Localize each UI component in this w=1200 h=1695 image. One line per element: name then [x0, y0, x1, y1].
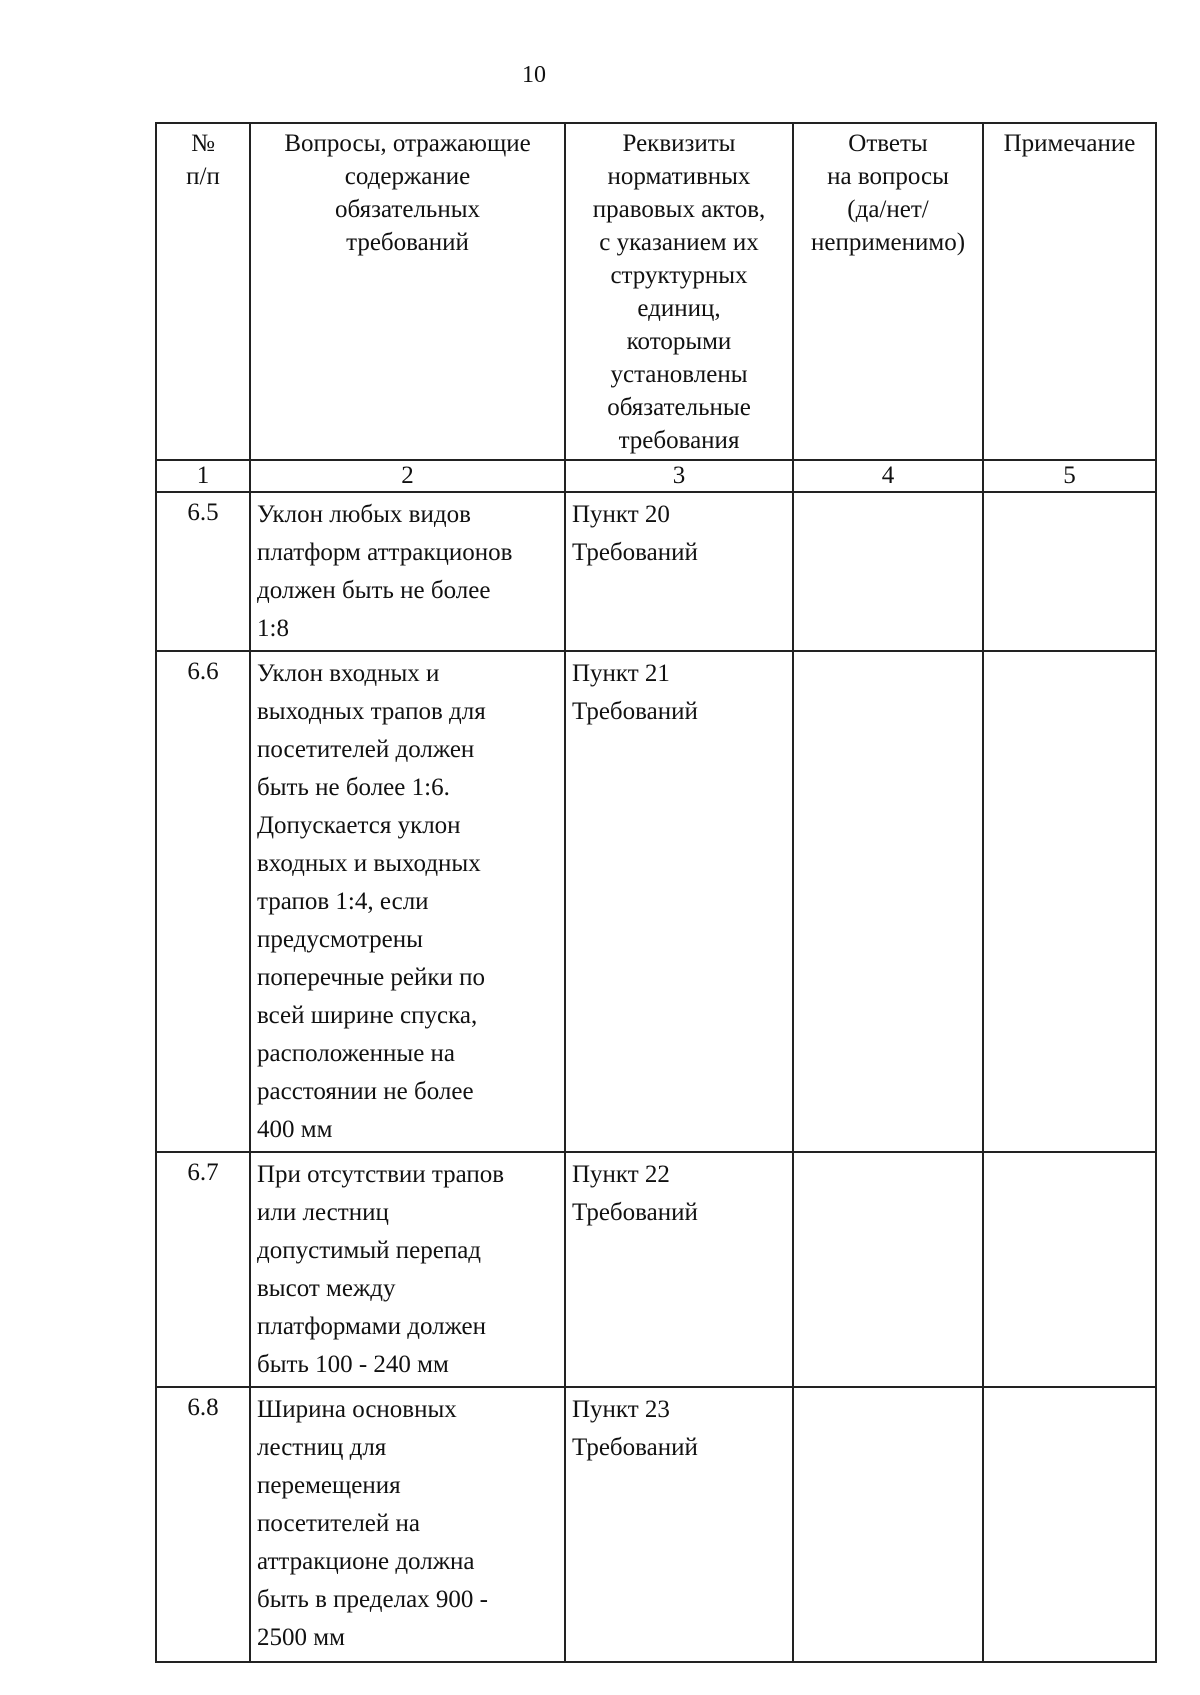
- column-number: 5: [983, 460, 1156, 492]
- row-number: 6.5: [156, 492, 250, 651]
- column-number: 1: [156, 460, 250, 492]
- row-reference: Пункт 20 Требований: [565, 492, 793, 651]
- row-reference: Пункт 23 Требований: [565, 1387, 793, 1662]
- header-number: № п/п: [156, 123, 250, 460]
- column-numbers-row: [156, 460, 1156, 492]
- row-question: Уклон входных и выходных трапов для посетителей должен быть не более 1:6. Допускается уклон входных и выходных трапов 1:4, если предусмотрены поперечные рейки по всей ширине спуска, расположенные на расстоянии не более 400 мм: [250, 651, 565, 1152]
- table-row: [156, 1152, 1156, 1387]
- table-header-row: [156, 123, 1156, 460]
- row-note: [983, 1387, 1156, 1662]
- header-legal-references: Реквизиты нормативных правовых актов, с указанием их структурных единиц, которыми установлены обязательные требования: [565, 123, 793, 460]
- row-question: При отсутствии трапов или лестниц допустимый перепад высот между платформами должен быть 100 - 240 мм: [250, 1152, 565, 1387]
- row-answer: [793, 1387, 983, 1662]
- row-reference: Пункт 22 Требований: [565, 1152, 793, 1387]
- row-note: [983, 492, 1156, 651]
- row-answer: [793, 651, 983, 1152]
- row-answer: [793, 1152, 983, 1387]
- page-number: 10: [522, 62, 546, 88]
- header-note: Примечание: [983, 123, 1156, 460]
- row-question: Уклон любых видов платформ аттракционов должен быть не более 1:8: [250, 492, 565, 651]
- header-answers: Ответы на вопросы (да/нет/ неприменимо): [793, 123, 983, 460]
- table-row: [156, 492, 1156, 651]
- column-number: 2: [250, 460, 565, 492]
- row-answer: [793, 492, 983, 651]
- row-number: 6.8: [156, 1387, 250, 1662]
- table-row: [156, 651, 1156, 1152]
- row-number: 6.7: [156, 1152, 250, 1387]
- column-number: 3: [565, 460, 793, 492]
- requirements-checklist-table: [155, 122, 1157, 1663]
- table-row: [156, 1387, 1156, 1662]
- column-number: 4: [793, 460, 983, 492]
- row-note: [983, 651, 1156, 1152]
- row-question: Ширина основных лестниц для перемещения посетителей на аттракционе должна быть в пределах 900 - 2500 мм: [250, 1387, 565, 1662]
- header-questions: Вопросы, отражающие содержание обязательных требований: [250, 123, 565, 460]
- row-note: [983, 1152, 1156, 1387]
- row-reference: Пункт 21 Требований: [565, 651, 793, 1152]
- row-number: 6.6: [156, 651, 250, 1152]
